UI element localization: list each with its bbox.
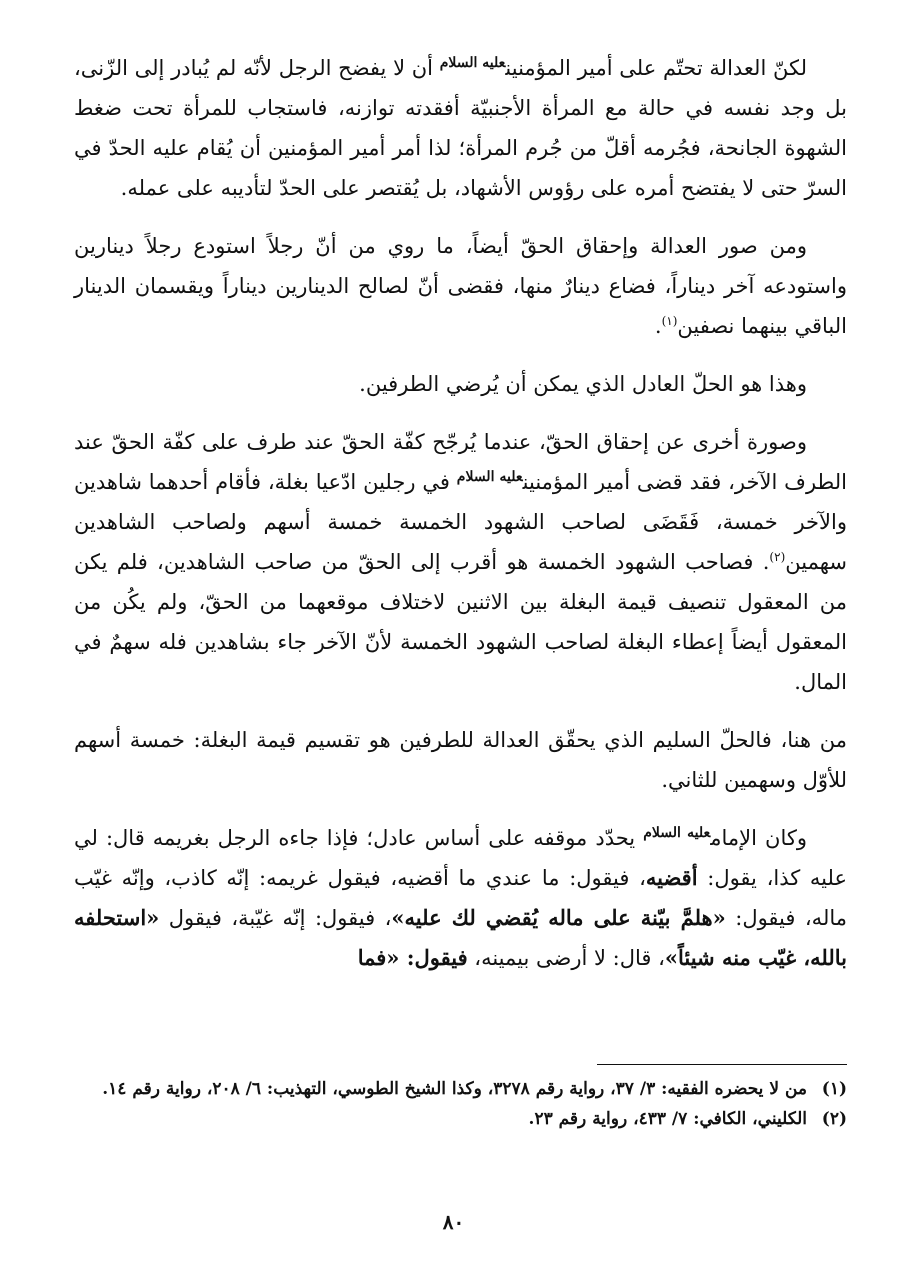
paragraph-6-text-b: يحدّد موقفه على أساس عادل؛ فإذا جاءه الرجل بغريمه قال: لي عليه كذا، يقول: [74,826,847,890]
paragraph-2-text-a: ومن صور العدالة وإحقاق الحقّ أيضاً، ما روي من أنّ رجلاً استودع رجلاً دينارين واستودعه آخر ديناراً، فضاع دينارٌ منها، فقضى أنّ لصالح الدينارين ديناراً ويقسمان الدينار الباقي بينهما نصفين [74,234,847,338]
salutation-mark: عليه السلام [456,469,523,485]
page-number: ٨٠ [442,1210,465,1234]
page-body [74,48,847,996]
footnote-separator [597,1064,847,1065]
paragraph-6-bold-b: أقضيه [645,865,698,890]
salutation-mark: عليه السلام [643,825,711,841]
footnote-text: من لا يحضره الفقيه: ٣/ ٣٧، رواية رقم ٣٢٧٨، وكذا الشيخ الطوسي، التهذيب: ٦/ ٢٠٨، رواية رقم ١٤. [102,1079,807,1099]
paragraph-6 [74,818,847,978]
footnote-ref-2[interactable]: (٢) [769,550,786,564]
footnote-number: (٢) [821,1109,847,1129]
paragraph-1-text-b: أن لا يفضح الرجل لأنّه لم يُبادر إلى الزّنى، بل وجد نفسه في حالة مع المرأة الأجنبيّة أفقدته توازنه، فاستجاب للمرأة تحت ضغط الشهوة الجانحة، فجُرمه أقلّ من جُرم المرأة؛ لذا أمر أمير المؤمنين أن يُقام عليه الحدّ في السرّ حتى لا يفتضح أمره على رؤوس الأشهاد، بل يُقتصر على الحدّ لتأديبه على عمله. [74,56,847,200]
paragraph-6-bold-e: فيقول: «فما [357,945,468,970]
paragraph-2 [74,226,847,346]
footnote-ref-1[interactable]: (١) [661,314,678,328]
paragraph-4-text-b: في رجلين ادّعيا بغلة، فأقام أحدهما شاهدين والآخر خمسة، فَقَضَى لصاحب الشهود الخمسة خمسة أسهم ولصاحب الشاهدين سهمين [74,470,847,574]
paragraph-1 [74,48,847,208]
paragraph-4-text-c: . فصاحب الشهود الخمسة هو أقرب إلى الحقّ من صاحب الشاهدين، فلم يكن من المعقول تنصيف قيمة البغلة بين الاثنين لاختلاف موقعهما من الحقّ، ولم يكُن من المعقول أيضاً إعطاء البغلة لصاحب الشهود الخمسة لأنّ الآخر جاء بشاهدين فله سهمٌ في المال. [74,550,847,694]
paragraph-6-bold-c: «هلمَّ بيّنة على ماله يُقضي لك عليه» [391,905,726,930]
paragraph-6-text-a: وكان الإمام [710,826,807,850]
paragraph-1-text-a: لكنّ العدالة تحتّم على أمير المؤمنين [505,56,807,80]
paragraph-2-text-b: . [654,314,662,338]
paragraph-4-text-a: وصورة أخرى عن إحقاق الحقّ، عندما يُرجّح كفّة الحقّ عند طرف على كفّة الحقّ عند الطرف الآخر، فقد قضى أمير المؤمنين [74,430,847,494]
paragraph-6-text-d: ، فيقول: إنّه غيّبة، فيقول [159,906,392,930]
footnote-text: الكليني، الكافي: ٧/ ٤٣٣، رواية رقم ٢٣. [528,1109,807,1129]
paragraph-4 [74,422,847,702]
paragraph-6-bold-d: «استحلفه بالله، غيّب منه شيئاً» [74,905,847,970]
footnote-1 [74,1074,847,1104]
salutation-mark: عليه السلام [439,55,506,71]
footnotes [74,1074,847,1134]
paragraph-5: من هنا، فالحلّ السليم الذي يحقّق العدالة للطرفين هو تقسيم قيمة البغلة: خمسة أسهم للأوّل وسهمين للثاني. [74,728,847,792]
paragraph-6-text-c: ، فيقول: ما عندي ما أقضيه، فيقول غريمه: إنّه كاذب، وإنّه غيّب ماله، فيقول: [74,866,847,930]
footnote-2 [74,1104,847,1134]
paragraph-6-text-e: ، قال: لا أرضى بيمينه، [467,946,665,970]
paragraph-3: وهذا هو الحلّ العادل الذي يمكن أن يُرضي الطرفين. [359,372,807,396]
footnote-number: (١) [821,1079,847,1099]
